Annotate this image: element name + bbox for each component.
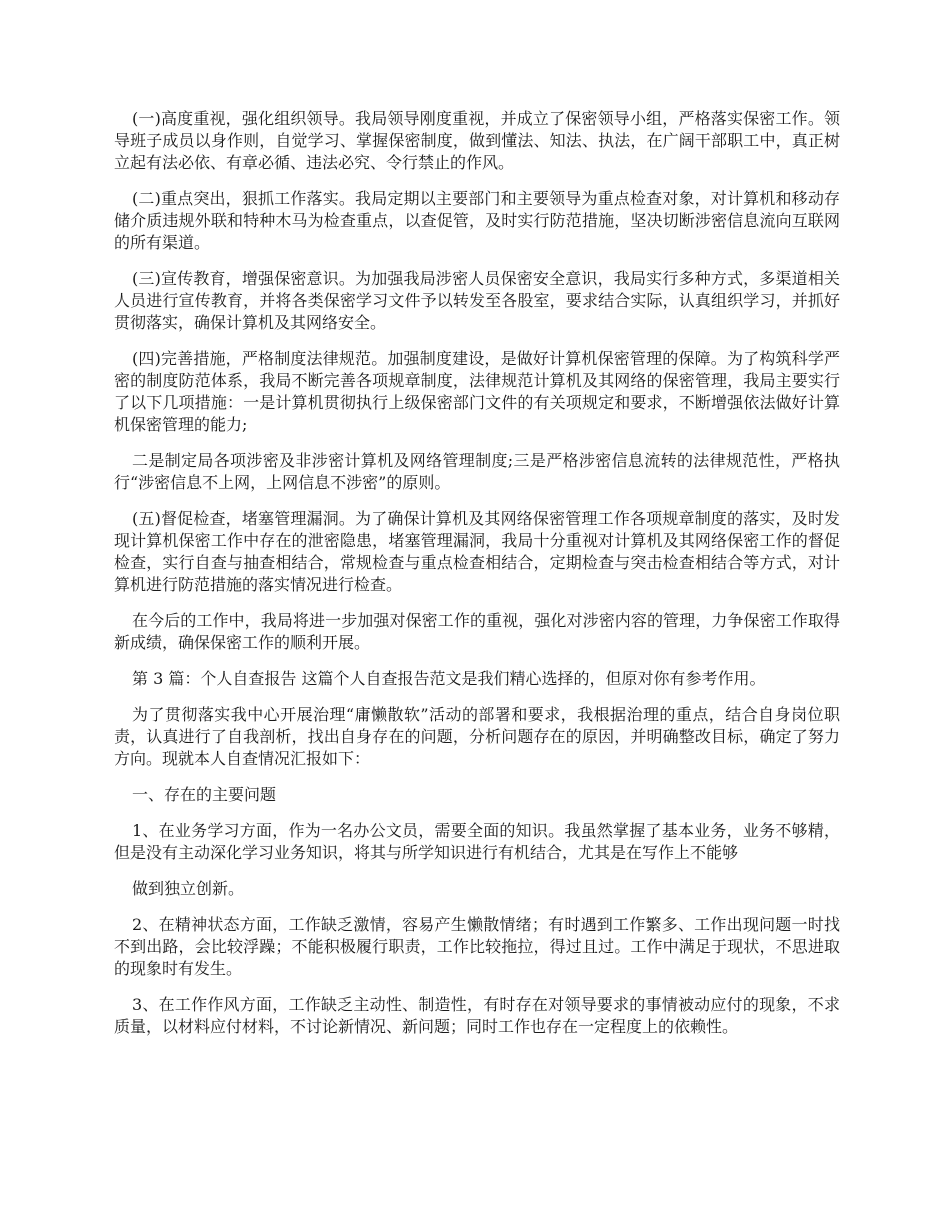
paragraph-6: (五)督促检查，堵塞管理漏洞。为了确保计算机及其网络保密管理工作各项规章制度的落实，及时发现计算机保密工作中存在的泄密隐患，堵塞管理漏洞，我局十分重视对计算机及其网络保密工作的督促检查，实行自查与抽查相结合，常规检查与重点检查相结合，定期检查与突击检查相结合等方式，对计算机进行防范措施的落实情况进行检查。 (114, 509, 840, 594)
paragraph-13: 2、在精神状态方面，工作缺乏激情，容易产生懒散情绪；有时遇到工作繁多、工作出现问题一时找不到出路，会比较浮躁；不能积极履行职责，工作比较拖拉，得过且过。工作中满足于现状，不思进取的现象时有发生。 (114, 915, 840, 978)
paragraph-5: 二是制定局各项涉密及非涉密计算机及网络管理制度;三是严格涉密信息流转的法律规范性，严格执行“涉密信息不上网，上网信息不涉密”的原则。 (114, 451, 840, 492)
document-body (114, 108, 840, 1052)
paragraph-2: (二)重点突出，狠抓工作落实。我局定期以主要部门和主要领导为重点检查对象，对计算机和移动存储介质违规外联和特种木马为检查重点，以查促管，及时实行防范措施，坚决切断涉密信息流向互联网的所有渠道。 (114, 189, 840, 252)
paragraph-12: 做到独立创新。 (132, 879, 245, 898)
paragraph-4: (四)完善措施，严格制度法律规范。加强制度建设，是做好计算机保密管理的保障。为了构筑科学严密的制度防范体系，我局不断完善各项规章制度，法律规范计算机及其网络的保密管理，我局主要实行了以下几项措施：一是计算机贯彻执行上级保密部门文件的有关项规定和要求，不断增强依法做好计算机保密管理的能力; (114, 349, 840, 434)
paragraph-9: 为了贯彻落实我中心开展治理“庸懒散软”活动的部署和要求，我根据治理的重点，结合自身岗位职责，认真进行了自我剖析，找出自身存在的问题，分析问题存在的原因，并明确整改目标，确定了努力方向。现就本人自查情况汇报如下： (114, 705, 840, 768)
paragraph-7: 在今后的工作中，我局将进一步加强对保密工作的重视，强化对涉密内容的管理，力争保密工作取得新成绩，确保保密工作的顺利开展。 (114, 611, 840, 652)
paragraph-3: (三)宣传教育，增强保密意识。为加强我局涉密人员保密安全意识，我局实行多种方式，多渠道相关人员进行宣传教育，并将各类保密学习文件予以转发至各股室，要求结合实际，认真组织学习，并抓好贯彻落实，确保计算机及其网络安全。 (114, 269, 840, 332)
paragraph-14: 3、在工作作风方面，工作缺乏主动性、制造性，有时存在对领导要求的事情被动应付的现象，不求质量，以材料应付材料，不讨论新情况、新问题；同时工作也存在一定程度上的依赖性。 (114, 995, 840, 1036)
paragraph-11: 1、在业务学习方面，作为一名办公文员，需要全面的知识。我虽然掌握了基本业务，业务不够精，但是没有主动深化学习业务知识，将其与所学知识进行有机结合，尤其是在写作上不能够 (114, 821, 840, 862)
section-heading: 一、存在的主要问题 (132, 785, 277, 804)
paragraph-1: (一)高度重视，强化组织领导。我局领导刚度重视，并成立了保密领导小组，严格落实保密工作。领导班子成员以身作则，自觉学习、掌握保密制度，做到懂法、知法、执法，在广阔干部职工中，真正树立起有法必依、有章必循、违法必究、令行禁止的作风。 (114, 109, 840, 172)
paragraph-8: 第 3 篇：个人自查报告 这篇个人自查报告范文是我们精心选择的，但原对你有参考作用。 (132, 669, 766, 688)
